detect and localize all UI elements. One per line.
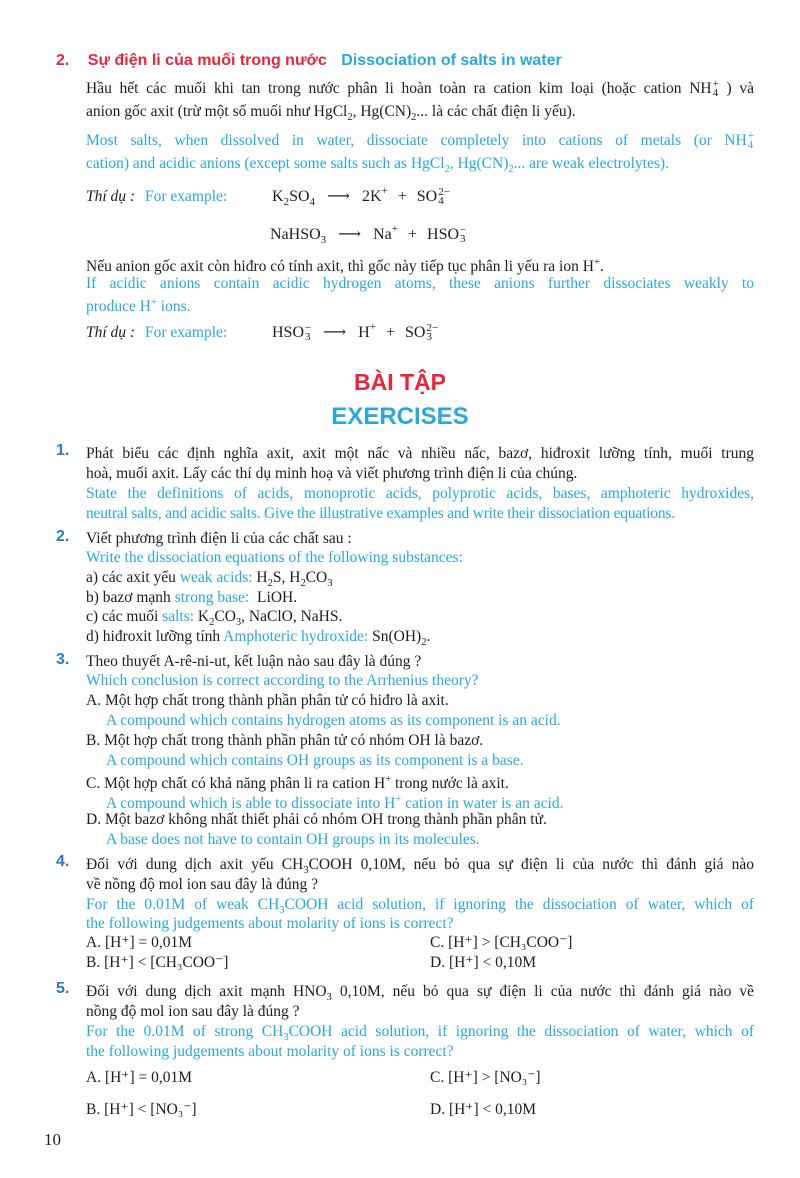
q4-number: 4. (56, 853, 70, 870)
q3-vn: Theo thuyết A-rê-ni-ut, kết luận nào sau đây là đúng ? (86, 653, 422, 670)
p2-en-line1: If acidic anions contain acidic hydrogen atoms, these anions further dissociates weakly to (86, 275, 754, 292)
q4-en-line2: the following judgements about molarity of ions is correct? (86, 915, 454, 932)
q1-vn-line1: Phát biểu các định nghĩa axit, axit một nấc và nhiều nấc, bazơ, hiđroxit lưỡng tính, muối trung (86, 445, 754, 462)
q3-number: 3. (56, 651, 70, 668)
section-title-en: Dissociation of salts in water (341, 52, 562, 69)
p1-vn-line1: Hầu hết các muối khi tan trong nước phân li hoàn toàn ra cation kim loại (hoặc cation NH + 4 ) và (86, 78, 754, 100)
q2-en: Write the dissociation equations of the following substances: (86, 549, 463, 566)
q3-option-c-en: A compound which is able to dissociate into H+ cation in water is an acid. (106, 794, 564, 813)
example-label-2: Thí dụ : For example: (86, 324, 228, 341)
p2-vn: Nếu anion gốc axit còn hiđro có tính axit, thì gốc này tiếp tục phân li yếu ra ion H+. (86, 257, 604, 276)
p1-en-line2: cation) and acidic anions (except some salts such as HgCl$_2$, $Hg(CN)_2$... are weak electrolytes). (86, 155, 669, 176)
q5-vn-line1: Đối với dung dịch axit mạnh $HNO_3$ 0,10M, nếu bỏ qua sự điện li của nước thì đánh giá nào về (86, 983, 755, 1004)
q5-number: 5. (56, 980, 70, 997)
q3-en: Which conclusion is correct according to the Arrhenius theory? (86, 672, 479, 689)
q5-option-d: D. [H⁺] < 0,10M (430, 1101, 537, 1118)
q1-en-line1: State the definitions of acids, monoprotic acids, polyprotic acids, bases, amphoteric hydroxides, (86, 485, 754, 502)
q1-number: 1. (56, 442, 70, 459)
equation-3: HSO − 3 ⟶ H+ + SO 2− 3 (272, 321, 439, 344)
q3-option-a-en: A compound which contains hydrogen atoms as its component is an acid. (106, 712, 561, 729)
section-heading (56, 50, 562, 71)
section-title-vn: Sự điện li của muối trong nước (87, 52, 327, 69)
q3-option-d-vn: D. Một bazơ không nhất thiết phải có nhóm OH trong thành phần phân tử. (86, 811, 547, 828)
equation-1: $K_2SO_4$ ⟶ 2K+ + SO 2− 4 (272, 185, 450, 208)
example-label-1: Thí dụ : For example: (86, 188, 228, 205)
q2-number: 2. (56, 528, 70, 545)
q4-vn-line2: về nồng độ mol ion sau đây là đúng ? (86, 876, 319, 893)
q4-en-line1: For the 0.01M of weak $CH_3COOH$ acid solution, if ignoring the dissociation of water, which of (86, 896, 754, 917)
q2-item-a: a) các axit yếu weak acids: $H_2S$, $H_2CO_3$ (86, 569, 333, 590)
q4-option-b: B. [H⁺] < [CH₃COO⁻] (86, 954, 229, 971)
p1-vn-line2: anion gốc axit (trừ một số muối như HgCl$_2$, $Hg(CN)_2$... là các chất điện li yếu). (86, 103, 576, 124)
q3-option-a-vn: A. Một hợp chất trong thành phần phân tử có hiđro là axit. (86, 692, 449, 709)
p2-en-line2: produce H+ ions. (86, 297, 191, 316)
q4-option-d: D. [H⁺] < 0,10M (430, 954, 537, 971)
q3-option-c-vn: C. Một hợp chất có khả năng phân li ra cation H+ trong nước là axit. (86, 774, 509, 793)
equation-2: NaHSO$_3$ ⟶ Na+ + HSO − 3 (270, 223, 467, 246)
q3-option-d-en: A base does not have to contain OH groups in its molecules. (106, 831, 480, 848)
q5-vn-line2: nồng độ mol ion sau đây là đúng ? (86, 1003, 300, 1020)
exercises-title-en: EXERCISES (331, 403, 469, 430)
q2-item-b: b) bazơ mạnh strong base: LiOH. (86, 589, 298, 606)
q5-en-line2: the following judgements about molarity of ions is correct? (86, 1043, 454, 1060)
q5-option-b: B. [H⁺] < [NO₃⁻] (86, 1101, 197, 1118)
q4-option-c: C. [H⁺] > [CH₃COO⁻] (430, 934, 573, 951)
section-number: 2. (56, 52, 70, 69)
q3-option-b-vn: B. Một hợp chất trong thành phần phân tử có nhóm OH là bazơ. (86, 732, 484, 749)
q4-option-a: A. [H⁺] = 0,01M (86, 934, 193, 951)
q4-vn-line1: Đối với dung dịch axit yếu $CH_3COOH$ 0,10M, nếu bỏ qua sự điện li của nước thì đánh giá nào (86, 856, 754, 877)
q2-item-d: d) hiđroxit lưỡng tính Amphoteric hydroxide: $Sn(OH)_2$. (86, 628, 431, 649)
q1-vn-line2: hoà, muối axit. Lấy các thí dụ minh hoạ và viết phương trình điện li của chúng. (86, 465, 578, 482)
q2-vn: Viết phương trình điện li của các chất sau : (86, 530, 352, 547)
q3-option-b-en: A compound which contains OH groups as its component is a base. (106, 752, 524, 769)
q1-en-line2: neutral salts, and acidic salts. Give the illustrative examples and write their dissociation equations. (86, 505, 675, 522)
exercises-title-vn: BÀI TẬP (354, 369, 446, 395)
q2-item-c: c) các muối salts: $K_2CO_3$, NaClO, NaHS. (86, 608, 343, 629)
q5-option-c: C. [H⁺] > [NO₃⁻] (430, 1069, 541, 1086)
page-number: 10 (44, 1130, 61, 1149)
p1-en-line1: Most salts, when dissolved in water, dissociate completely into cations of metals (or NH + 4 (86, 130, 754, 152)
q5-en-line1: For the 0.01M of strong $CH_3COOH$ acid solution, if ignoring the dissociation of water, which of (86, 1023, 754, 1044)
q5-option-a: A. [H⁺] = 0,01M (86, 1069, 193, 1086)
